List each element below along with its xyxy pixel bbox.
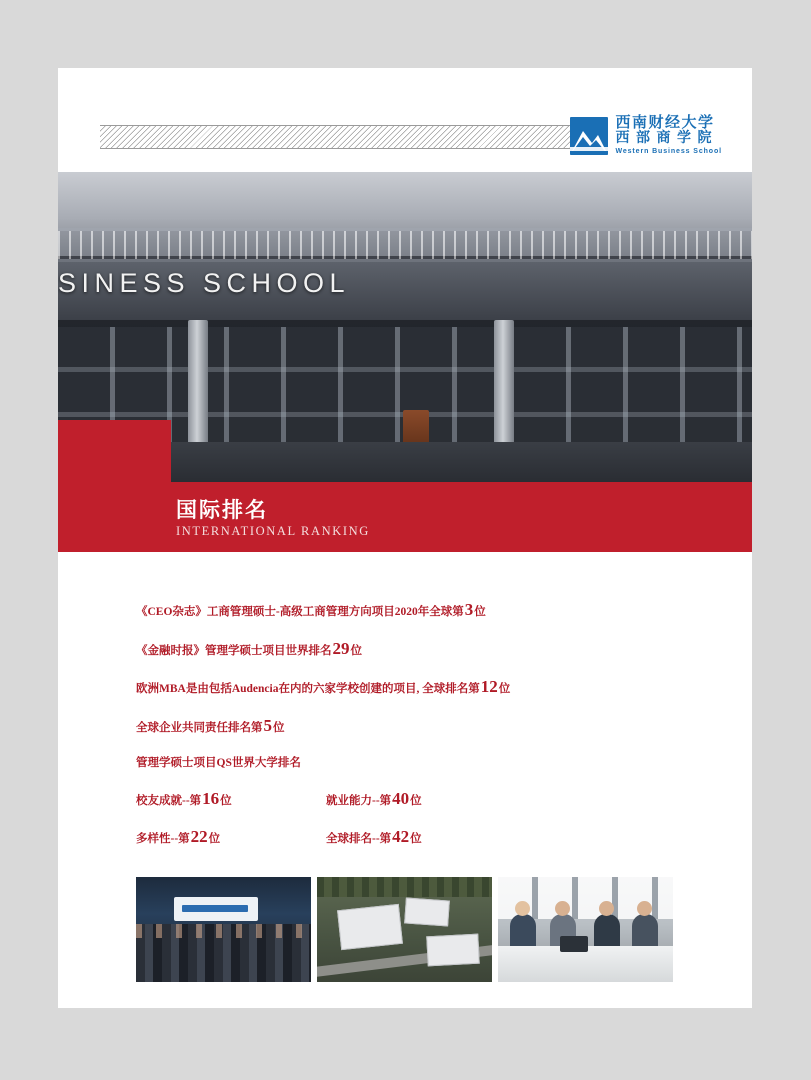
ranking-item (136, 716, 752, 736)
ranking-subitems-grid (136, 789, 752, 848)
student-head (599, 901, 614, 916)
ranking-item-heading (136, 754, 752, 770)
ranking-text: 全球排名--第 (326, 833, 392, 845)
ranking-number: 12 (480, 677, 498, 696)
ranking-suffix: 位 (350, 644, 362, 657)
section-title-band (58, 482, 752, 552)
student-head (515, 901, 530, 916)
ranking-text: 就业能力--第 (326, 794, 392, 807)
ranking-number: 42 (392, 827, 410, 846)
laptop (560, 936, 588, 952)
logo-cn-line1: 西南财经大学 (615, 115, 715, 131)
student-head (637, 901, 652, 916)
ranking-text: 《金融时报》管理学硕士项目世界排名 (136, 644, 332, 657)
photo-aerial-campus (317, 877, 492, 982)
ranking-suffix: 位 (208, 833, 221, 845)
ranking-number: 16 (202, 788, 220, 808)
tree-line (317, 877, 492, 897)
ranking-text: 全球企业共同责任排名第 (136, 721, 263, 734)
ranking-item (136, 600, 752, 620)
ranking-suffix: 位 (410, 833, 422, 845)
ranking-number: 3 (464, 600, 474, 619)
ranking-suffix: 位 (410, 794, 422, 807)
ranking-item (136, 639, 752, 659)
ranking-number: 22 (190, 827, 208, 846)
hero-pillar-right (494, 320, 514, 450)
campus-building (404, 897, 450, 926)
ranking-subitem (326, 827, 752, 847)
ranking-list (58, 552, 752, 847)
ranking-suffix: 位 (220, 794, 232, 807)
ranking-number: 29 (332, 638, 350, 658)
student-head (555, 901, 570, 916)
hero-pillar-left (188, 320, 208, 450)
ranking-subitem (326, 789, 752, 809)
ranking-text: 管理学硕士项目QS世界大学排名 (136, 757, 301, 769)
event-banner (174, 897, 258, 921)
ranking-text: 《CEO杂志》工商管理硕士-高级工商管理方向项目2020年全球第 (136, 606, 464, 618)
document-page (58, 68, 752, 1008)
hero-signage-text: SINESS SCHOOL (58, 268, 351, 298)
ranking-text: 欧洲MBA是由包括Audencia在内的六家学校创建的项目, 全球排名第 (136, 683, 480, 695)
section-title-cn: 国际排名 (176, 498, 268, 522)
title-band-tab (58, 420, 171, 482)
ranking-suffix: 位 (498, 683, 511, 695)
ranking-suffix: 位 (273, 721, 285, 734)
hatch-decoration (100, 125, 570, 149)
section-title-en: INTERNATIONAL RANKING (176, 524, 370, 538)
ranking-subitem (136, 827, 326, 847)
campus-building (426, 934, 479, 967)
photo-students-classroom (498, 877, 673, 982)
logo-cn-line2: 西 部 商 学 院 (615, 131, 713, 146)
ranking-subitem (136, 789, 326, 809)
hero-railing (58, 228, 752, 262)
page-header (58, 68, 752, 172)
ranking-number: 40 (392, 788, 410, 808)
ranking-number: 5 (263, 715, 272, 735)
logo-en-line: Western Business School (615, 148, 722, 155)
photo-strip (58, 847, 752, 982)
school-logo (570, 116, 722, 155)
campus-building (337, 904, 403, 950)
ranking-text: 多样性--第 (136, 833, 190, 845)
swufe-mountain-logo-icon (570, 117, 608, 155)
photo-campus-event (136, 877, 311, 982)
mountain-glyph (570, 117, 608, 155)
ranking-suffix: 位 (474, 606, 486, 618)
event-crowd (136, 924, 311, 982)
ranking-text: 校友成就--第 (136, 794, 202, 807)
logo-wordmark (615, 116, 722, 155)
ranking-item (136, 677, 752, 697)
